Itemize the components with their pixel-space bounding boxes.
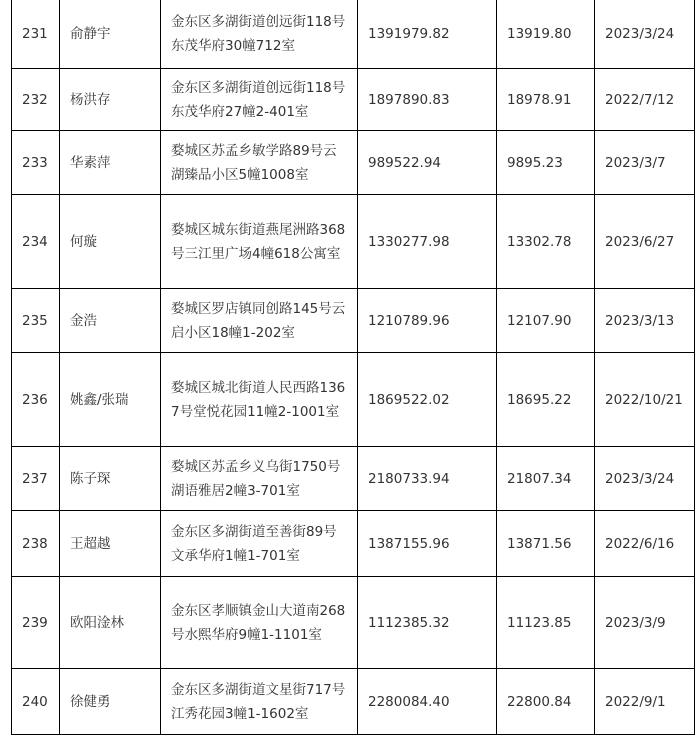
amount-cell: 1387155.96 — [358, 511, 497, 577]
fee-cell: 13919.80 — [497, 0, 595, 69]
row-number-cell: 236 — [12, 353, 60, 447]
date-cell: 2022/9/1 — [595, 669, 695, 735]
address-cell: 金东区多湖街道创远街118号东茂华府27幢2-401室 — [161, 69, 358, 131]
amount-cell: 1897890.83 — [358, 69, 497, 131]
table-row — [12, 69, 695, 131]
date-cell: 2023/3/24 — [595, 447, 695, 511]
name-cell: 杨洪存 — [60, 69, 161, 131]
name-cell: 何璇 — [60, 195, 161, 289]
amount-cell: 1391979.82 — [358, 0, 497, 69]
amount-cell: 2280084.40 — [358, 669, 497, 735]
row-number-cell: 235 — [12, 289, 60, 353]
fee-cell: 9895.23 — [497, 131, 595, 195]
address-cell: 金东区多湖街道至善街89号文承华府1幢1-701室 — [161, 511, 358, 577]
fee-cell: 11123.85 — [497, 577, 595, 669]
address-cell: 金东区多湖街道文星街717号江秀花园3幢1-1602室 — [161, 669, 358, 735]
name-cell: 王超越 — [60, 511, 161, 577]
name-cell: 欧阳淦林 — [60, 577, 161, 669]
row-number-cell: 233 — [12, 131, 60, 195]
address-cell: 金东区孝顺镇金山大道南268号水熙华府9幢1-1101室 — [161, 577, 358, 669]
fee-cell: 21807.34 — [497, 447, 595, 511]
table-row — [12, 131, 695, 195]
name-cell: 徐健勇 — [60, 669, 161, 735]
row-number-cell: 238 — [12, 511, 60, 577]
row-number-cell: 234 — [12, 195, 60, 289]
row-number-cell: 240 — [12, 669, 60, 735]
table-row — [12, 0, 695, 69]
address-cell: 金东区多湖街道创远街118号东茂华府30幢712室 — [161, 0, 358, 69]
date-cell: 2022/7/12 — [595, 69, 695, 131]
row-number-cell: 231 — [12, 0, 60, 69]
table-row — [12, 289, 695, 353]
amount-cell: 1112385.32 — [358, 577, 497, 669]
table-row — [12, 511, 695, 577]
name-cell: 华素萍 — [60, 131, 161, 195]
date-cell: 2023/6/27 — [595, 195, 695, 289]
table-row — [12, 577, 695, 669]
amount-cell: 2180733.94 — [358, 447, 497, 511]
amount-cell: 989522.94 — [358, 131, 497, 195]
table-row — [12, 195, 695, 289]
date-cell: 2023/3/7 — [595, 131, 695, 195]
date-cell: 2023/3/24 — [595, 0, 695, 69]
name-cell: 姚鑫/张瑞 — [60, 353, 161, 447]
table-row — [12, 353, 695, 447]
records-table — [11, 0, 695, 735]
table-row — [12, 447, 695, 511]
address-cell: 婺城区城东街道燕尾洲路368号三江里广场4幢618公寓室 — [161, 195, 358, 289]
amount-cell: 1869522.02 — [358, 353, 497, 447]
address-cell: 婺城区城北街道人民西路1367号堂悦花园11幢2-1001室 — [161, 353, 358, 447]
date-cell: 2023/3/9 — [595, 577, 695, 669]
table-row — [12, 669, 695, 735]
date-cell: 2023/3/13 — [595, 289, 695, 353]
fee-cell: 18978.91 — [497, 69, 595, 131]
amount-cell: 1210789.96 — [358, 289, 497, 353]
address-cell: 婺城区苏孟乡敏学路89号云湖臻品小区5幢1008室 — [161, 131, 358, 195]
name-cell: 俞静宇 — [60, 0, 161, 69]
name-cell: 金浩 — [60, 289, 161, 353]
date-cell: 2022/6/16 — [595, 511, 695, 577]
fee-cell: 12107.90 — [497, 289, 595, 353]
name-cell: 陈子琛 — [60, 447, 161, 511]
address-cell: 婺城区苏孟乡义乌街1750号湖语雅居2幢3-701室 — [161, 447, 358, 511]
fee-cell: 22800.84 — [497, 669, 595, 735]
row-number-cell: 237 — [12, 447, 60, 511]
row-number-cell: 239 — [12, 577, 60, 669]
address-cell: 婺城区罗店镇同创路145号云启小区18幢1-202室 — [161, 289, 358, 353]
fee-cell: 13871.56 — [497, 511, 595, 577]
date-cell: 2022/10/21 — [595, 353, 695, 447]
amount-cell: 1330277.98 — [358, 195, 497, 289]
records-table-body — [12, 0, 695, 735]
fee-cell: 18695.22 — [497, 353, 595, 447]
row-number-cell: 232 — [12, 69, 60, 131]
fee-cell: 13302.78 — [497, 195, 595, 289]
